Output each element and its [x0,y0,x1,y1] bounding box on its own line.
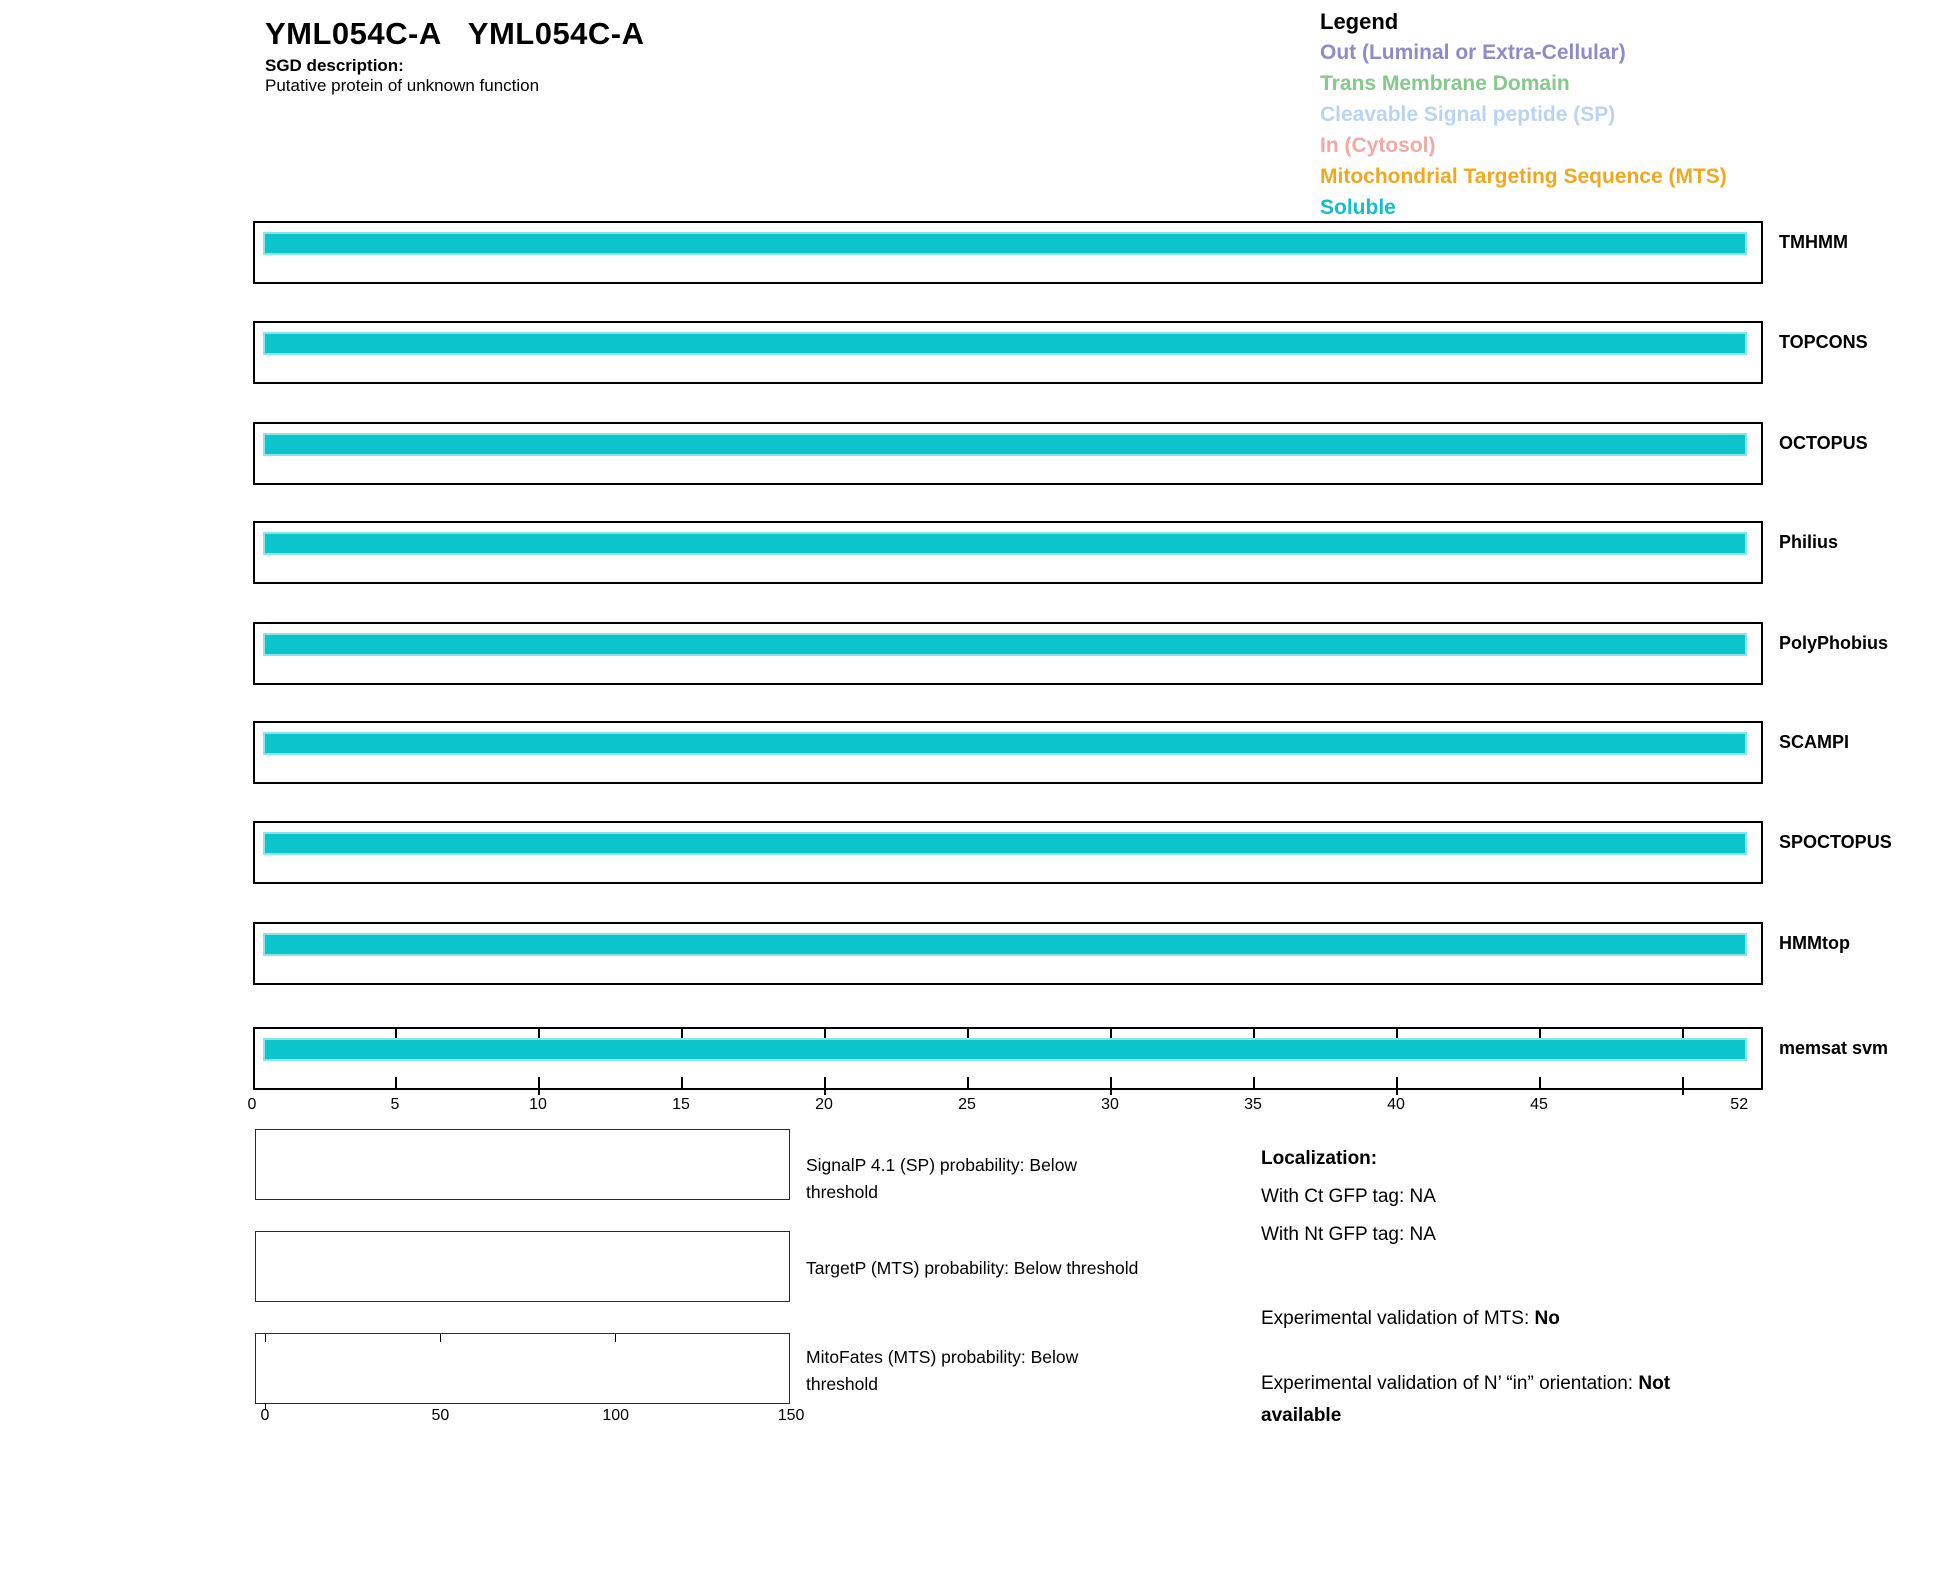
track-label: Philius [1779,532,1839,552]
memsat-top-tick [967,1029,969,1038]
memsat-bottom-tick [1253,1077,1255,1088]
memsat-bottom-tick [1539,1077,1541,1088]
soluble-bar [263,232,1747,255]
legend-item-mts: Mitochondrial Targeting Sequence (MTS) [1320,165,1727,188]
axis-tick-label: 20 [815,1096,833,1113]
mitofates-panel-text: MitoFates (MTS) probability: Below threshold [806,1347,1079,1394]
track-label: HMMtop [1779,933,1850,953]
soluble-bar [263,732,1747,755]
memsat-bottom-tick [681,1077,683,1088]
track-label: TOPCONS [1779,332,1868,352]
soluble-bar [263,933,1747,956]
localization-heading: Localization: [1261,1148,1378,1169]
memsat-top-tick [395,1029,397,1038]
memsat-bottom-tick [1682,1077,1684,1095]
soluble-bar [263,332,1747,355]
axis-tick-label: 15 [672,1096,690,1113]
track-label: SPOCTOPUS [1779,832,1892,852]
memsat-top-tick [1253,1029,1255,1038]
track-philius [0,521,1950,588]
signalp-panel-text: SignalP 4.1 (SP) probability: Below threshold [806,1155,1078,1202]
mitofates-axis-label: 50 [431,1407,450,1424]
legend-item-soluble: Soluble [1320,196,1396,219]
track-box [253,221,1763,284]
memsat-top-tick [1110,1029,1112,1038]
memsat-bottom-tick [538,1077,540,1095]
memsat-bottom-tick [824,1077,826,1095]
legend-item-tm: Trans Membrane Domain [1320,72,1570,95]
track-memsat-svm [0,1027,1950,1094]
track-box [253,622,1763,685]
memsat-top-tick [824,1029,826,1038]
axis-tick-label: 52 [1730,1096,1749,1113]
axis-tick-label: 5 [390,1096,400,1113]
track-label: TMHMM [1779,232,1848,252]
memsat-bottom-tick [395,1077,397,1088]
legend-item-in: In (Cytosol) [1320,134,1436,157]
mitofates-top-tick [615,1334,616,1342]
targetp-panel-text: TargetP (MTS) probability: Below threshold [806,1258,1139,1278]
soluble-bar [263,1038,1747,1061]
axis-tick-label: 0 [247,1096,257,1113]
mitofates-top-tick [265,1334,266,1342]
legend-item-out: Out (Luminal or Extra-Cellular) [1320,41,1626,64]
memsat-top-tick [538,1029,540,1038]
soluble-bar [263,633,1747,656]
orf-name: YML054C-A [265,16,442,51]
axis-tick-label: 25 [958,1096,976,1113]
track-box [253,422,1763,485]
orientation-validation: Experimental validation of N’ “in” orientation: Not available [1261,1373,1671,1426]
targetp-panel-box [255,1231,790,1302]
memsat-bottom-tick [1110,1077,1112,1095]
memsat-top-tick [1396,1029,1398,1038]
mitofates-top-tick [440,1334,441,1342]
axis-tick-label: 10 [529,1096,547,1113]
memsat-bottom-tick [967,1077,969,1088]
memsat-top-tick [1539,1029,1541,1038]
soluble-bar [263,832,1747,855]
legend [1320,6,1727,223]
track-topcons [0,321,1950,388]
mts-validation: Experimental validation of MTS: No [1261,1308,1560,1329]
residue-axis [0,1096,1950,1118]
soluble-bar [263,532,1747,555]
track-label: PolyPhobius [1779,633,1889,653]
signalp-panel-box [255,1129,790,1200]
legend-title: Legend [1320,9,1399,34]
track-label: SCAMPI [1779,732,1850,752]
track-spoctopus [0,821,1950,888]
axis-tick-label: 30 [1101,1096,1119,1113]
track-octopus [0,422,1950,489]
ct-gfp-localization: With Ct GFP tag: NA [1261,1186,1436,1207]
mitofates-axis-label: 150 [777,1407,805,1424]
memsat-top-tick [1682,1029,1684,1038]
track-tmhmm [0,221,1950,288]
track-box [253,821,1763,884]
mitofates-axis [0,1407,1100,1427]
mts-validation-value: No [1534,1308,1560,1329]
sgd-description-label: SGD description: [265,56,404,75]
track-scampi [0,721,1950,788]
memsat-top-tick [681,1029,683,1038]
track-box [253,922,1763,985]
page-title [265,16,645,52]
track-label: OCTOPUS [1779,433,1868,453]
gene-name: YML054C-A [467,16,645,51]
track-box [253,321,1763,384]
track-box [253,721,1763,784]
sgd-description-text: Putative protein of unknown function [265,76,540,95]
legend-item-sp: Cleavable Signal peptide (SP) [1320,103,1616,126]
mitofates-axis-label: 0 [260,1407,270,1424]
track-box [253,521,1763,584]
axis-tick-label: 40 [1387,1096,1405,1113]
axis-tick-label: 45 [1530,1096,1548,1113]
axis-tick-label: 35 [1244,1096,1262,1113]
track-hmmtop [0,922,1950,989]
nt-gfp-localization: With Nt GFP tag: NA [1261,1224,1436,1245]
mitofates-axis-label: 100 [602,1407,630,1424]
track-box [253,1027,1763,1090]
memsat-bottom-tick [1396,1077,1398,1095]
orientation-validation-value: Not available [1261,1373,1671,1426]
mitofates-panel-box [255,1333,790,1404]
soluble-bar [263,433,1747,456]
track-polyphobius [0,622,1950,689]
track-label: memsat svm [1779,1038,1889,1058]
